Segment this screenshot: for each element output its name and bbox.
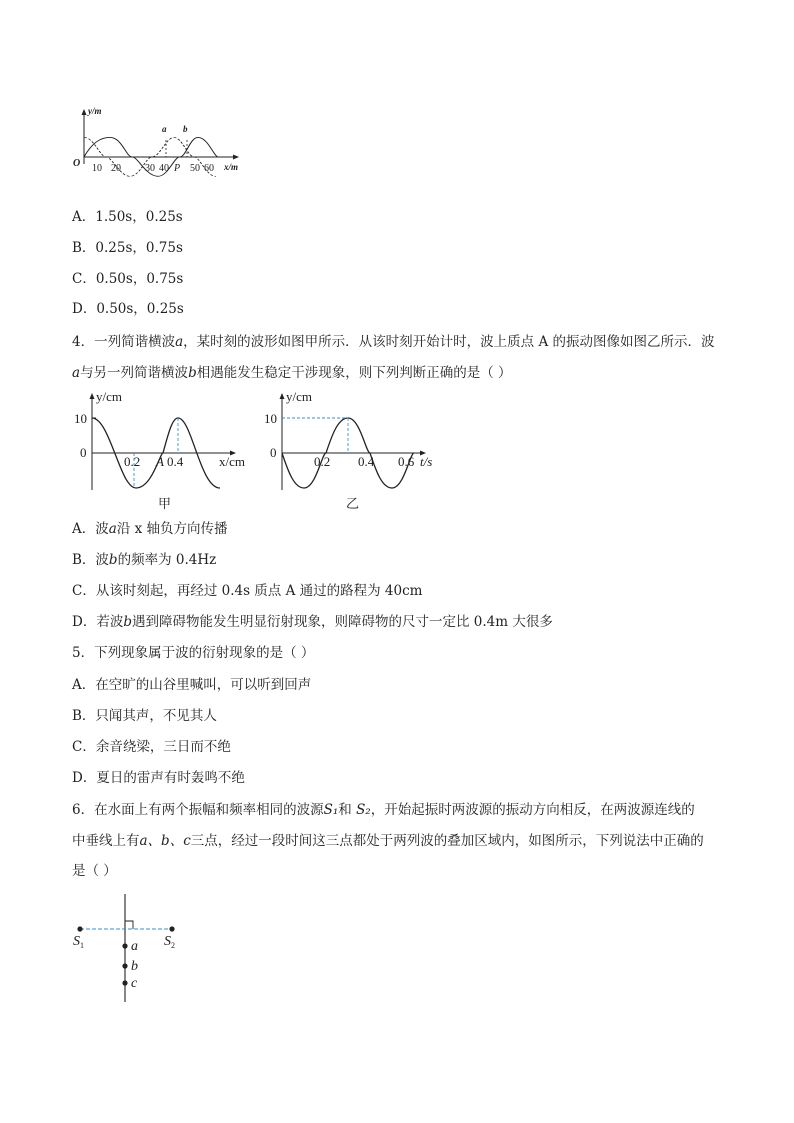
q6-stem-line2 [72, 832, 704, 850]
label-c: c [131, 976, 138, 991]
option-text: 遇到障碍物能发生明显衍射现象，则障碍物的尺寸一定比 0.4m 大很多 [131, 614, 553, 630]
source-s2-dot [169, 926, 174, 931]
label-b: b [183, 124, 188, 134]
y-axis-label: y/m [88, 106, 102, 116]
x-axis-label: t/s [420, 454, 433, 469]
q4-stem-text: 4．一列简谐横波 [72, 334, 176, 350]
q4-option-c[interactable]: C．从该时刻起，再经过 0.4s 质点 A 通过的路程为 40cm [72, 583, 423, 599]
y-axis-arrow [280, 393, 285, 399]
point-c-dot [122, 980, 127, 985]
tick-0.4: 0.4 [167, 454, 184, 469]
x-axis-arrow [233, 155, 239, 160]
q4-stem-line1 [72, 333, 715, 351]
option-text: A．波 [72, 521, 109, 537]
x-axis-label: x/cm [219, 454, 245, 469]
q5-option-c[interactable]: C．余音绕梁，三日而不绝 [72, 739, 231, 755]
q4-option-b[interactable] [72, 551, 216, 569]
point-a-dot [122, 943, 127, 948]
label-s1: $S_1$ [73, 934, 84, 950]
tick-0.4: 0.4 [358, 454, 375, 469]
y-axis-label: y/cm [96, 389, 122, 404]
q6-text: 三点，经过一段时间这三点都处于两列波的叠加区域内，如图所示，下列说法中正确的 [190, 833, 704, 849]
label-a: a [131, 939, 138, 954]
right-angle-mark [125, 921, 133, 929]
label-s2: $S_2$ [164, 934, 175, 950]
q4-stem-text: ，某时刻的波形如图甲所示．从该时刻开始计时，波上质点 A 的振动图像如图乙所示．波 [183, 334, 715, 350]
point-a-label: A [156, 454, 164, 469]
option-var: a [108, 521, 117, 537]
q3-option-b[interactable]: B．0.25s，0.75s [72, 240, 183, 256]
option-text: B．波 [72, 552, 109, 568]
tick-20: 20 [111, 163, 121, 174]
tick-0.6: 0.6 [398, 454, 415, 469]
q4-option-a[interactable] [72, 520, 228, 538]
option-var: b [108, 552, 118, 568]
option-text: 沿 x 轴负方向传播 [116, 521, 228, 537]
q4-var-b: b [188, 365, 197, 381]
q6-text: 6．在水面上有两个振幅和频率相同的波源 [72, 802, 324, 818]
q6-text: 和 [338, 802, 357, 818]
caption-jia: 甲 [158, 496, 172, 511]
origin-label: O [73, 158, 81, 169]
y10-label: 10 [74, 411, 87, 426]
q3-option-c[interactable]: C．0.50s，0.75s [72, 271, 184, 287]
y-axis-label: y/cm [286, 389, 312, 404]
tick-40: 40 [159, 163, 169, 174]
tick-0.2: 0.2 [314, 454, 331, 469]
tick-60: 60 [204, 163, 214, 174]
tick-50: 50 [190, 163, 200, 174]
x-axis-label: x/m [224, 162, 239, 172]
q5-option-b[interactable]: B．只闻其声，不见其人 [72, 708, 217, 724]
q4-stem-text: 相遇能发生稳定干涉现象，则下列判断正确的是（ ） [196, 365, 512, 381]
y0-label: 0 [270, 445, 277, 460]
q6-stem-line3: 是（ ） [72, 863, 117, 879]
label-a: a [162, 124, 167, 134]
figure-yi [262, 385, 447, 515]
q3-option-d[interactable]: D．0.50s，0.25s [72, 301, 184, 317]
q4-var-a: a [175, 334, 184, 350]
caption-yi: 乙 [346, 496, 360, 511]
q5-option-a[interactable]: A．在空旷的山谷里喊叫，可以听到回声 [72, 677, 312, 693]
tick-p: P [174, 163, 181, 174]
q6-vars: a、b、c [139, 833, 191, 849]
point-b-dot [122, 963, 127, 968]
y-axis-arrow [82, 109, 87, 115]
tick-30: 30 [145, 163, 155, 174]
y-axis-arrow [90, 393, 95, 399]
q5-stem: 5．下列现象属于波的衍射现象的是（ ） [72, 645, 315, 661]
option-var: b [123, 614, 132, 630]
label-b: b [131, 959, 138, 974]
q5-option-d[interactable]: D．夏日的雷声有时轰鸣不绝 [72, 770, 245, 786]
q6-s1: S₁ [323, 802, 339, 818]
wave-graph-top [70, 100, 250, 180]
q3-option-a[interactable]: A．1.50s，0.25s [72, 209, 183, 225]
tick-0.2: 0.2 [124, 454, 141, 469]
option-text: 的频率为 0.4Hz [117, 552, 217, 568]
q4-stem-line2 [72, 364, 512, 382]
option-text: D．若波 [72, 614, 124, 630]
q6-figure [70, 892, 190, 1007]
y10-label: 10 [264, 411, 277, 426]
q4-var-a: a [72, 365, 81, 381]
figure-jia [72, 385, 257, 515]
source-s1-dot [77, 926, 82, 931]
y0-label: 0 [80, 445, 87, 460]
tick-10: 10 [92, 163, 102, 174]
q4-option-d[interactable] [72, 613, 553, 631]
q6-stem-line1 [72, 801, 695, 819]
q6-text: 中垂线上有 [72, 833, 140, 849]
q6-text: ，开始起振时两波源的振动方向相反，在两波源连线的 [370, 802, 695, 818]
q4-stem-text: 与另一列简谐横波 [80, 365, 189, 381]
q6-s2: S₂ [356, 802, 371, 818]
